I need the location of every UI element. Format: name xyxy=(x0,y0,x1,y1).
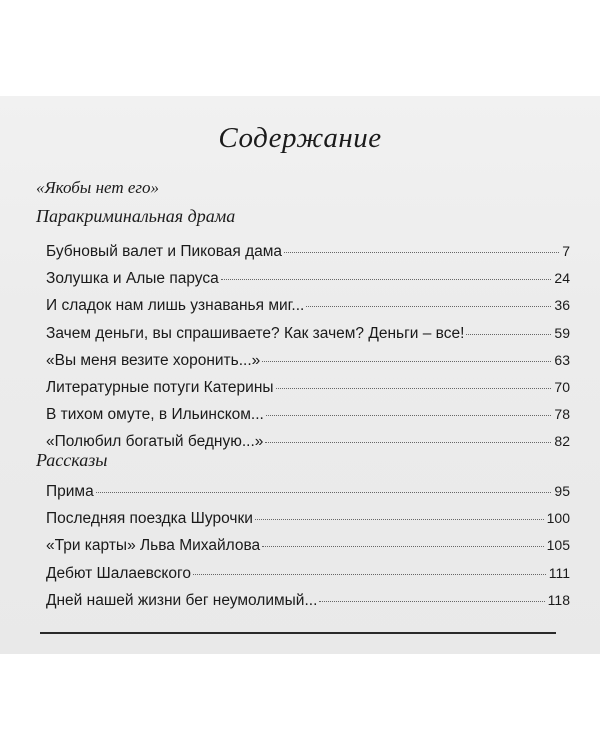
toc-entry-page: 24 xyxy=(554,270,570,287)
toc-entry-title: В тихом омуте, в Ильинском... xyxy=(46,406,264,424)
dot-leader xyxy=(255,518,544,520)
toc-entry[interactable] xyxy=(46,587,570,614)
toc-entry[interactable] xyxy=(46,238,570,265)
dot-leader xyxy=(262,545,543,547)
toc-entry-page: 100 xyxy=(546,510,570,527)
stories-entries-list xyxy=(46,478,570,614)
toc-entry-title: Литературные потуги Катерины xyxy=(46,378,274,396)
toc-entry[interactable] xyxy=(46,428,570,455)
toc-entry[interactable] xyxy=(46,320,570,347)
dot-leader xyxy=(96,491,552,493)
toc-entry-title: Золушка и Алые паруса xyxy=(46,270,219,288)
toc-entry-page: 105 xyxy=(546,537,570,554)
section-title-drama: Паракриминальная драма xyxy=(36,206,236,226)
toc-entry-title: И сладок нам лишь узнаванья миг... xyxy=(46,297,305,315)
bottom-rule xyxy=(40,632,556,634)
toc-entry-page: 95 xyxy=(554,483,570,499)
toc-entry[interactable] xyxy=(46,265,570,292)
toc-entry-page: 63 xyxy=(554,351,570,368)
toc-entry-title: Бубновый валет и Пиковая дама xyxy=(46,243,283,260)
toc-entry[interactable] xyxy=(46,560,570,587)
toc-entry-page: 78 xyxy=(554,406,570,423)
toc-entry-title: «Полюбил богатый бедную...» xyxy=(46,433,264,451)
dot-leader xyxy=(276,387,552,389)
toc-entry-page: 82 xyxy=(554,433,570,450)
dot-leader xyxy=(284,251,559,253)
toc-entry-page: 36 xyxy=(554,297,570,314)
toc-entry[interactable] xyxy=(46,505,570,532)
toc-entry-page: 118 xyxy=(547,591,570,608)
toc-entry[interactable] xyxy=(46,374,570,401)
toc-entry[interactable] xyxy=(46,532,570,559)
dot-leader xyxy=(193,573,546,575)
dot-leader xyxy=(466,333,551,335)
dot-leader xyxy=(265,441,551,443)
toc-entry-title: Прима xyxy=(46,483,94,500)
section-title-stories: Рассказы xyxy=(36,450,108,470)
toc-entry-title: Зачем деньги, вы спрашиваете? Как зачем? Деньги – все! xyxy=(46,324,465,342)
toc-entry-title: Последняя поездка Шурочки xyxy=(46,510,253,528)
toc-entry-page: 7 xyxy=(562,243,570,259)
dot-leader xyxy=(266,414,552,416)
page-bottom-margin xyxy=(0,654,600,750)
toc-entry[interactable] xyxy=(46,292,570,319)
toc-entry-page: 111 xyxy=(548,564,570,581)
drama-entries-list xyxy=(46,238,570,456)
toc-entry-page: 70 xyxy=(554,378,570,395)
dot-leader xyxy=(221,278,552,280)
section-title-yakoby: «Якобы нет его» xyxy=(36,178,160,197)
toc-entry[interactable] xyxy=(46,478,570,505)
dot-leader xyxy=(319,600,544,602)
toc-entry-title: Дней нашей жизни бег неумолимый... xyxy=(46,591,318,609)
toc-entry[interactable] xyxy=(46,401,570,428)
toc-entry-title: «Вы меня везите хоронить...» xyxy=(46,351,261,369)
toc-title: Содержание xyxy=(218,122,382,154)
toc-entry-title: «Три карты» Льва Михайлова xyxy=(46,537,261,555)
dot-leader xyxy=(262,360,551,362)
dot-leader xyxy=(306,305,551,307)
toc-entry[interactable] xyxy=(46,347,570,374)
toc-entry-title: Дебют Шалаевского xyxy=(46,564,191,582)
toc-entry-page: 59 xyxy=(554,324,570,341)
